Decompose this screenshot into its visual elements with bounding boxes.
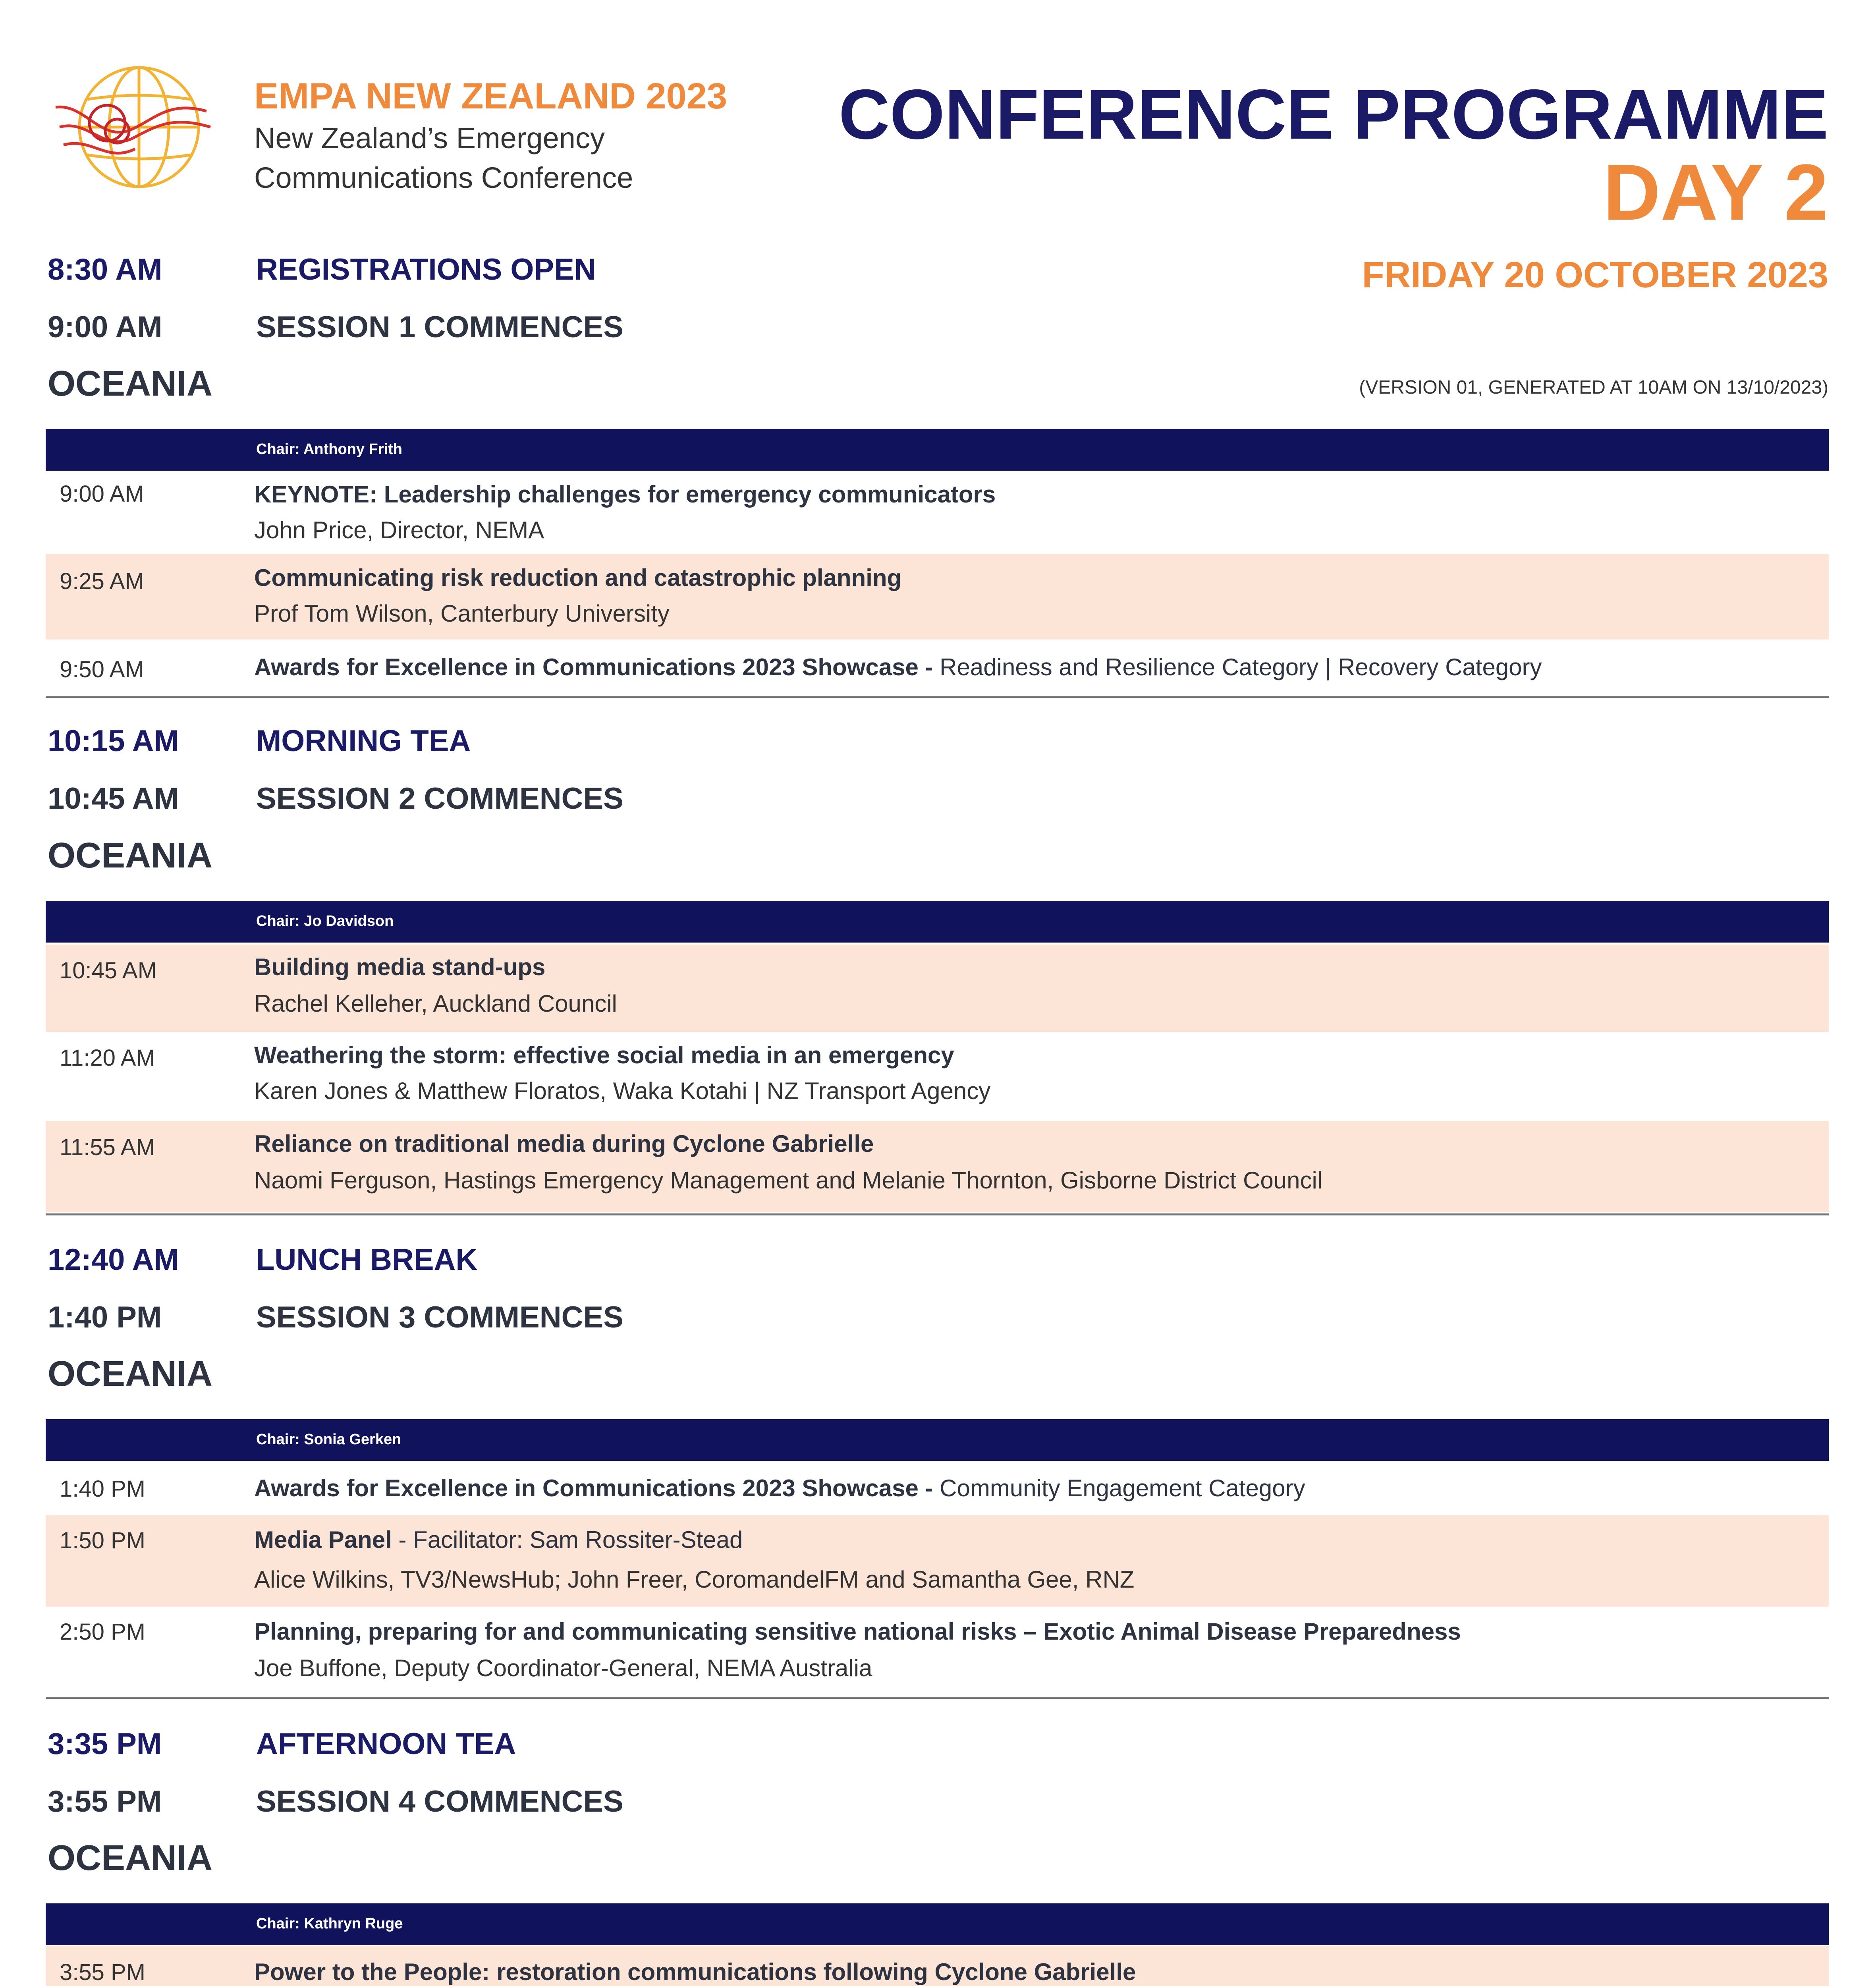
s4-item1-title: Power to the People: restoration communications following Cyclone Gabrielle (254, 1959, 1136, 1985)
session2-time: 10:45 AM (48, 782, 179, 815)
lunch-time: 12:40 AM (48, 1243, 179, 1277)
session1-chair: Chair: Anthony Frith (256, 441, 402, 458)
registrations-label: REGISTRATIONS OPEN (256, 253, 596, 286)
s3-item2-speaker: Alice Wilkins, TV3/NewsHub; John Freer, CoromandelFM and Samantha Gee, RNZ (254, 1566, 1135, 1593)
s2-item1-speaker: Rachel Kelleher, Auckland Council (254, 990, 617, 1017)
afternoon-tea-label: AFTERNOON TEA (256, 1727, 516, 1761)
session4-label: SESSION 4 COMMENCES (256, 1785, 623, 1818)
lunch-label: LUNCH BREAK (256, 1243, 478, 1277)
s2-item1-time: 10:45 AM (60, 958, 157, 983)
s1-item2-speaker: Prof Tom Wilson, Canterbury University (254, 600, 670, 627)
s1-item1-speaker: John Price, Director, NEMA (254, 517, 544, 543)
session4-chair: Chair: Kathryn Ruge (256, 1915, 403, 1932)
programme-title: CONFERENCE PROGRAMME (838, 75, 1828, 154)
session3-chair: Chair: Sonia Gerken (256, 1431, 401, 1448)
session2-room: OCEANIA (48, 836, 213, 875)
registrations-time: 8:30 AM (48, 253, 162, 286)
morning-tea-label: MORNING TEA (256, 724, 471, 758)
session1-chair-bar (46, 429, 1829, 471)
session3-room: OCEANIA (48, 1354, 213, 1394)
day-title: DAY 2 (1603, 148, 1828, 237)
s1-item3-title: Awards for Excellence in Communications 2023 Showcase - Readiness and Resilience Category | Recovery Category (254, 654, 1542, 680)
session2-chair: Chair: Jo Davidson (256, 913, 394, 929)
s2-item1-title: Building media stand-ups (254, 954, 546, 980)
session4-room: OCEANIA (48, 1838, 213, 1878)
session1-label: SESSION 1 COMMENCES (256, 310, 623, 344)
afternoon-tea-time: 3:35 PM (48, 1727, 162, 1761)
programme-date: FRIDAY 20 OCTOBER 2023 (1362, 255, 1828, 295)
s2-item3-speaker: Naomi Ferguson, Hastings Emergency Management and Melanie Thornton, Gisborne District Council (254, 1167, 1323, 1194)
s3-item2-title: Media Panel - Facilitator: Sam Rossiter-Stead (254, 1526, 743, 1553)
empa-globe-logo (48, 52, 214, 203)
s3-item1-title: Awards for Excellence in Communications 2023 Showcase - Community Engagement Category (254, 1475, 1305, 1501)
session4-chair-bar (46, 1903, 1829, 1945)
s2-item2-time: 11:20 AM (60, 1045, 155, 1071)
s2-item2-title: Weathering the storm: effective social media in an emergency (254, 1042, 954, 1068)
s1-item1-time: 9:00 AM (60, 481, 144, 507)
session3-chair-bar (46, 1419, 1829, 1461)
session2-label: SESSION 2 COMMENCES (256, 782, 623, 815)
s1-end-rule (46, 696, 1829, 698)
s3-item3-speaker: Joe Buffone, Deputy Coordinator-General, NEMA Australia (254, 1655, 872, 1681)
version-note: (VERSION 01, GENERATED AT 10AM ON 13/10/2023) (1359, 377, 1828, 398)
s3-end-rule (46, 1697, 1829, 1699)
session3-time: 1:40 PM (48, 1300, 162, 1334)
s2-item2-speaker: Karen Jones & Matthew Floratos, Waka Kotahi | NZ Transport Agency (254, 1078, 991, 1104)
s3-item3-time: 2:50 PM (60, 1619, 145, 1645)
s2-item3-time: 11:55 AM (60, 1134, 155, 1160)
brand-title: EMPA NEW ZEALAND 2023 (254, 76, 728, 116)
s2-item3-title: Reliance on traditional media during Cyclone Gabrielle (254, 1130, 874, 1157)
session1-time: 9:00 AM (48, 310, 162, 344)
s1-item3-time: 9:50 AM (60, 657, 144, 682)
s1-item1-title: KEYNOTE: Leadership challenges for emergency communicators (254, 481, 996, 508)
brand-subtitle-line1: New Zealand’s Emergency (254, 122, 605, 155)
morning-tea-time: 10:15 AM (48, 724, 179, 758)
session1-room: OCEANIA (48, 364, 213, 404)
s3-item1-time: 1:40 PM (60, 1476, 145, 1502)
s1-item2-time: 9:25 AM (60, 568, 144, 594)
s3-item3-title: Planning, preparing for and communicating sensitive national risks – Exotic Animal Disease Preparedness (254, 1618, 1461, 1645)
s2-end-rule (46, 1213, 1829, 1215)
session3-label: SESSION 3 COMMENCES (256, 1300, 623, 1334)
s4-item1-time: 3:55 PM (60, 1959, 145, 1985)
brand-subtitle-line2: Communications Conference (254, 161, 633, 194)
s1-item2-title: Communicating risk reduction and catastrophic planning (254, 564, 902, 591)
session4-time: 3:55 PM (48, 1785, 162, 1818)
s3-item2-time: 1:50 PM (60, 1528, 145, 1553)
session2-chair-bar (46, 901, 1829, 943)
